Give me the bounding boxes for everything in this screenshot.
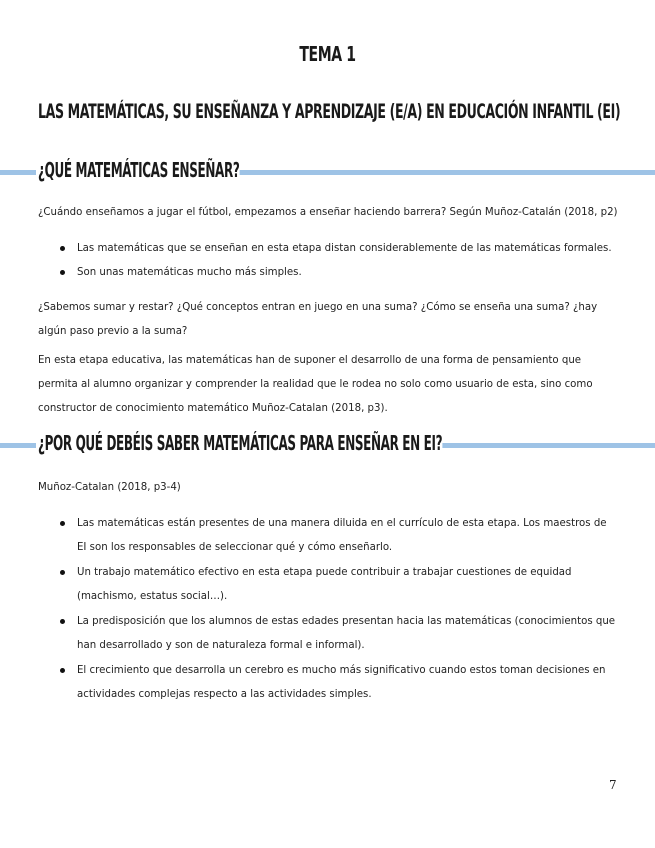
heading-bar-left: [0, 170, 36, 175]
list-item-text: Las matemáticas que se enseñan en esta etapa distan considerablemente de las matemáticas formales.: [77, 243, 612, 254]
bullet-icon: [60, 270, 65, 275]
citation: Muñoz-Catalan (2018, p3-4): [38, 482, 181, 493]
intro-question: ¿Cuándo enseñamos a jugar el fútbol, empezamos a enseñar haciendo barrera? Según Muñoz-Catalán (2018, p2): [38, 207, 618, 218]
bullet-list-1: [38, 237, 618, 285]
bullet-icon: [60, 246, 65, 251]
section-heading-que-matematicas: [0, 157, 655, 187]
page-title: LAS MATEMÁTICAS, SU ENSEÑANZA Y APRENDIZAJE (E/A) EN EDUCACIÓN INFANTIL (EI): [38, 100, 621, 123]
bullet-icon: [60, 521, 65, 526]
bullet-icon: [60, 570, 65, 575]
list-item-text: La predisposición que los alumnos de estas edades presentan hacia las matemáticas (conocimientos que han desarrollado y son de naturaleza formal e informal).: [77, 616, 616, 651]
body-paragraph: En esta etapa educativa, las matemáticas han de suponer el desarrollo de una forma de pensamiento que permita al alumno organizar y comprender la realidad que le rodea no solo como usuario de esta, sino como constructor de conocimiento matemático Muñoz-Catalan (2018, p3).: [38, 355, 593, 414]
list-item: [38, 561, 618, 609]
section-heading-label: ¿POR QUÉ DEBÉIS SABER MATEMÁTICAS PARA ENSEÑAR EN EI?: [38, 431, 443, 455]
list-item: [38, 237, 618, 261]
bullet-icon: [60, 668, 65, 673]
list-item: [38, 261, 618, 285]
questions-paragraph: ¿Sabemos sumar y restar? ¿Qué conceptos entran en juego en una suma? ¿Cómo se enseña una suma? ¿hay algún paso previo a la suma?: [38, 302, 598, 337]
page-number: 7: [609, 778, 617, 792]
section-heading-por-que: [0, 430, 655, 460]
bullet-list-2: [38, 512, 618, 707]
heading-bar-right: [216, 170, 655, 175]
list-item-text: Un trabajo matemático efectivo en esta etapa puede contribuir a trabajar cuestiones de equidad (machismo, estatus social…).: [77, 567, 572, 602]
list-item-text: Las matemáticas están presentes de una manera diluida en el currículo de esta etapa. Los maestros de EI son los responsables de seleccionar qué y cómo enseñarlo.: [77, 518, 607, 553]
list-item-text: Son unas matemáticas mucho más simples.: [77, 267, 302, 278]
heading-bar-left: [0, 443, 36, 448]
list-item: [38, 610, 618, 658]
list-item-text: El crecimiento que desarrolla un cerebro es mucho más significativo cuando estos toman decisiones en actividades complejas respecto a las actividades simples.: [77, 665, 606, 700]
list-item: [38, 512, 618, 560]
bullet-icon: [60, 619, 65, 624]
chapter-label: TEMA 1: [299, 42, 356, 66]
list-item: [38, 659, 618, 707]
section-heading-label: ¿QUÉ MATEMÁTICAS ENSEÑAR?: [38, 158, 240, 182]
